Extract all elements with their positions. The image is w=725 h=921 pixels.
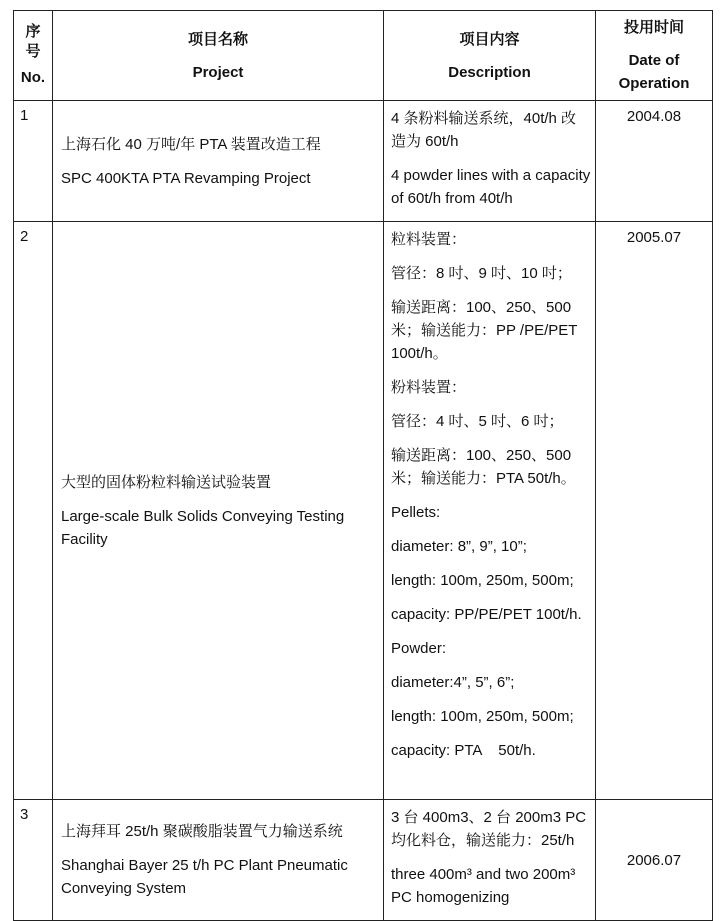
operation-date: 2005.07 xyxy=(596,222,713,800)
table-row xyxy=(14,800,713,921)
description-line: length: 100m, 250m, 500m; xyxy=(391,572,574,589)
description-line: 管径：4 吋、5 吋、6 吋； xyxy=(391,413,564,430)
project-name-zh: 上海石化 40 万吨/年 PTA 装置改造工程 xyxy=(61,135,321,153)
header-project xyxy=(53,11,384,101)
description-line: capacity: PTA 50t/h. xyxy=(391,742,536,759)
operation-date: 2004.08 xyxy=(596,101,713,222)
row-number: 3 xyxy=(14,800,53,921)
header-no-zh: 序号 xyxy=(25,23,41,60)
description-line: 4 powder lines with a capacity of 60t/h from 40t/h xyxy=(391,167,591,207)
description-line: Pellets: xyxy=(391,504,441,521)
header-project-zh: 项目名称 xyxy=(187,30,248,48)
description-line: 3 台 400m3、2 台 200m3 PC 均化料仓，输送能力：25t/h xyxy=(391,809,587,849)
description-cell xyxy=(384,101,596,222)
description-line: three 400m³ and two 200m³ PC homogenizing xyxy=(391,866,576,906)
description-cell xyxy=(384,800,596,921)
description-line: 输送距离：100、250、500 米；输送能力：PP /PE/PET 100t/h。 xyxy=(391,299,578,362)
description-line: 输送距离：100、250、500 米；输送能力：PTA 50t/h。 xyxy=(391,447,576,487)
header-date-zh: 投用时间 xyxy=(623,19,684,36)
project-name-en: Shanghai Bayer 25 t/h PC Plant Pneumatic Conveying System xyxy=(61,857,348,897)
description-line: diameter:4”, 5”, 6”; xyxy=(391,674,515,691)
description-line: 粒料装置： xyxy=(391,231,467,248)
project-cell xyxy=(53,101,384,222)
description-line: diameter: 8”, 9”, 10”; xyxy=(391,538,527,555)
description-line: 4 条粉料输送系统，40t/h 改造为 60t/h xyxy=(391,110,577,150)
projects-table xyxy=(13,10,713,921)
project-name-zh: 上海拜耳 25t/h 聚碳酸脂装置气力输送系统 xyxy=(61,823,343,840)
description-line: 管径：8 吋、9 吋、10 吋； xyxy=(391,265,572,282)
description-cell xyxy=(384,222,596,800)
table-row xyxy=(14,101,713,222)
header-description xyxy=(384,11,596,101)
project-name-en: Large-scale Bulk Solids Conveying Testing Facility xyxy=(61,507,345,548)
description-line: Powder: xyxy=(391,640,447,657)
row-number: 2 xyxy=(14,222,53,800)
project-cell xyxy=(53,222,384,800)
row-number: 1 xyxy=(14,101,53,222)
header-date-en-1: Date of xyxy=(628,52,680,69)
header-date xyxy=(596,11,713,101)
description-line: capacity: PP/PE/PET 100t/h. xyxy=(391,606,582,623)
project-name-en: SPC 400KTA PTA Revamping Project xyxy=(61,169,311,187)
operation-date: 2006.07 xyxy=(596,800,713,921)
header-row xyxy=(14,11,713,101)
header-description-zh: 项目内容 xyxy=(459,30,520,48)
header-date-en-2: Operation xyxy=(618,75,690,92)
table-row xyxy=(14,222,713,800)
description-line: length: 100m, 250m, 500m; xyxy=(391,708,574,725)
project-cell xyxy=(53,800,384,921)
project-name-zh: 大型的固体粉粒料输送试验装置 xyxy=(61,473,272,491)
header-description-en: Description xyxy=(448,63,531,81)
header-project-en: Project xyxy=(192,63,244,81)
description-line: 粉料装置： xyxy=(391,379,467,396)
header-no-en: No. xyxy=(20,69,46,86)
header-no xyxy=(14,11,53,101)
